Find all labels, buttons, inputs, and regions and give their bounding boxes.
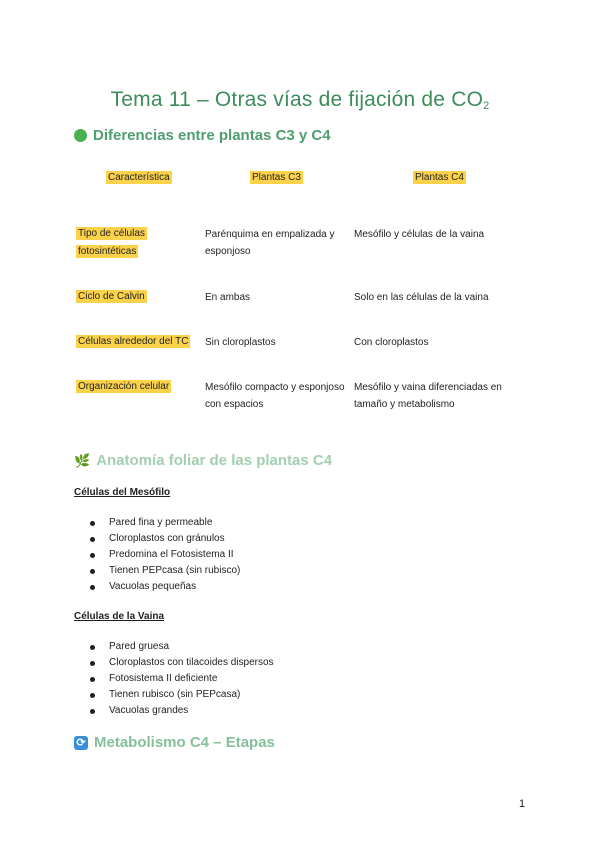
section-heading-text: Anatomía foliar de las plantas C4 bbox=[96, 452, 333, 469]
table-cell-c3: Sin cloroplastos bbox=[205, 337, 276, 348]
table-header-plantas-c4: Plantas C4 bbox=[415, 172, 464, 183]
list-item bbox=[90, 579, 240, 595]
list-item-text: Tienen rubisco (sin PEPcasa) bbox=[109, 689, 241, 700]
table-header-caracteristica: Característica bbox=[108, 172, 170, 183]
list-item bbox=[90, 671, 274, 687]
table-row-label bbox=[76, 333, 190, 351]
bullet-icon bbox=[90, 537, 95, 542]
list-item bbox=[90, 547, 240, 563]
page-number: 1 bbox=[519, 798, 526, 810]
list-item bbox=[90, 515, 240, 531]
title-subscript: 2 bbox=[483, 100, 490, 112]
list-item bbox=[90, 639, 274, 655]
list-vaina bbox=[90, 639, 274, 719]
table-row-label bbox=[76, 225, 147, 261]
bullet-icon bbox=[90, 645, 95, 650]
list-item-text: Vacuolas pequeñas bbox=[109, 581, 197, 592]
table-row-label bbox=[76, 378, 171, 396]
list-item-text: Pared fina y permeable bbox=[109, 517, 213, 528]
bullet-icon bbox=[90, 585, 95, 590]
row-label-text: Ciclo de Calvin bbox=[78, 291, 145, 302]
list-mesofilo bbox=[90, 515, 240, 595]
list-item bbox=[90, 703, 274, 719]
cycle-arrows-icon: ⟳ bbox=[74, 736, 88, 750]
table-cell-c4: Solo en las células de la vaina bbox=[354, 292, 489, 303]
page-title bbox=[0, 88, 600, 112]
section-heading-text: Metabolismo C4 – Etapas bbox=[94, 734, 275, 751]
list-item-text: Cloroplastos con gránulos bbox=[109, 533, 225, 544]
row-label-line: Tipo de células bbox=[78, 228, 145, 239]
table-cell-c4: Mesófilo y células de la vaina bbox=[354, 229, 485, 240]
table-cell-c4: Mesófilo y vaina diferenciadas en tamaño y metabolismo bbox=[354, 382, 502, 410]
list-item-text: Tienen PEPcasa (sin rubisco) bbox=[109, 565, 241, 576]
title-text: Tema 11 – Otras vías de fijación de CO bbox=[110, 88, 484, 111]
section-heading-anatomia bbox=[74, 452, 332, 469]
table-cell-c4: Con cloroplastos bbox=[354, 337, 429, 348]
list-item-text: Predomina el Fotosistema II bbox=[109, 549, 234, 560]
list-item bbox=[90, 687, 274, 703]
table-cell-c3: Mesófilo compacto y esponjoso con espacios bbox=[205, 382, 345, 410]
section-heading-diferencias bbox=[74, 127, 331, 144]
green-circle-icon bbox=[74, 129, 87, 142]
bullet-icon bbox=[90, 661, 95, 666]
section-heading-text: Diferencias entre plantas C3 y C4 bbox=[93, 127, 331, 144]
subheading-mesofilo: Células del Mesófilo bbox=[74, 487, 171, 498]
table-header-plantas-c3: Plantas C3 bbox=[252, 172, 301, 183]
subheading-vaina: Células de la Vaina bbox=[74, 611, 165, 622]
section-heading-metabolismo bbox=[74, 734, 275, 751]
row-label-text: Organización celular bbox=[78, 381, 170, 392]
table-row-label bbox=[76, 288, 147, 306]
list-item bbox=[90, 531, 240, 547]
bullet-icon bbox=[90, 677, 95, 682]
list-item-text: Pared gruesa bbox=[109, 641, 170, 652]
bullet-icon bbox=[90, 693, 95, 698]
bullet-icon bbox=[90, 521, 95, 526]
list-item bbox=[90, 563, 240, 579]
bullet-icon bbox=[90, 553, 95, 558]
leaf-icon: 🌿 bbox=[74, 452, 91, 468]
table-cell-c3: En ambas bbox=[205, 292, 251, 303]
bullet-icon bbox=[90, 709, 95, 714]
list-item-text: Vacuolas grandes bbox=[109, 705, 189, 716]
row-label-line: fotosintéticas bbox=[78, 246, 137, 257]
list-item-text: Fotosistema II deficiente bbox=[109, 673, 218, 684]
table-cell-c3: Parénquima en empalizada y esponjoso bbox=[205, 229, 335, 257]
row-label-text: Células alrededor del TC bbox=[78, 336, 189, 347]
list-item bbox=[90, 655, 274, 671]
list-item-text: Cloroplastos con tilacoides dispersos bbox=[109, 657, 274, 668]
bullet-icon bbox=[90, 569, 95, 574]
